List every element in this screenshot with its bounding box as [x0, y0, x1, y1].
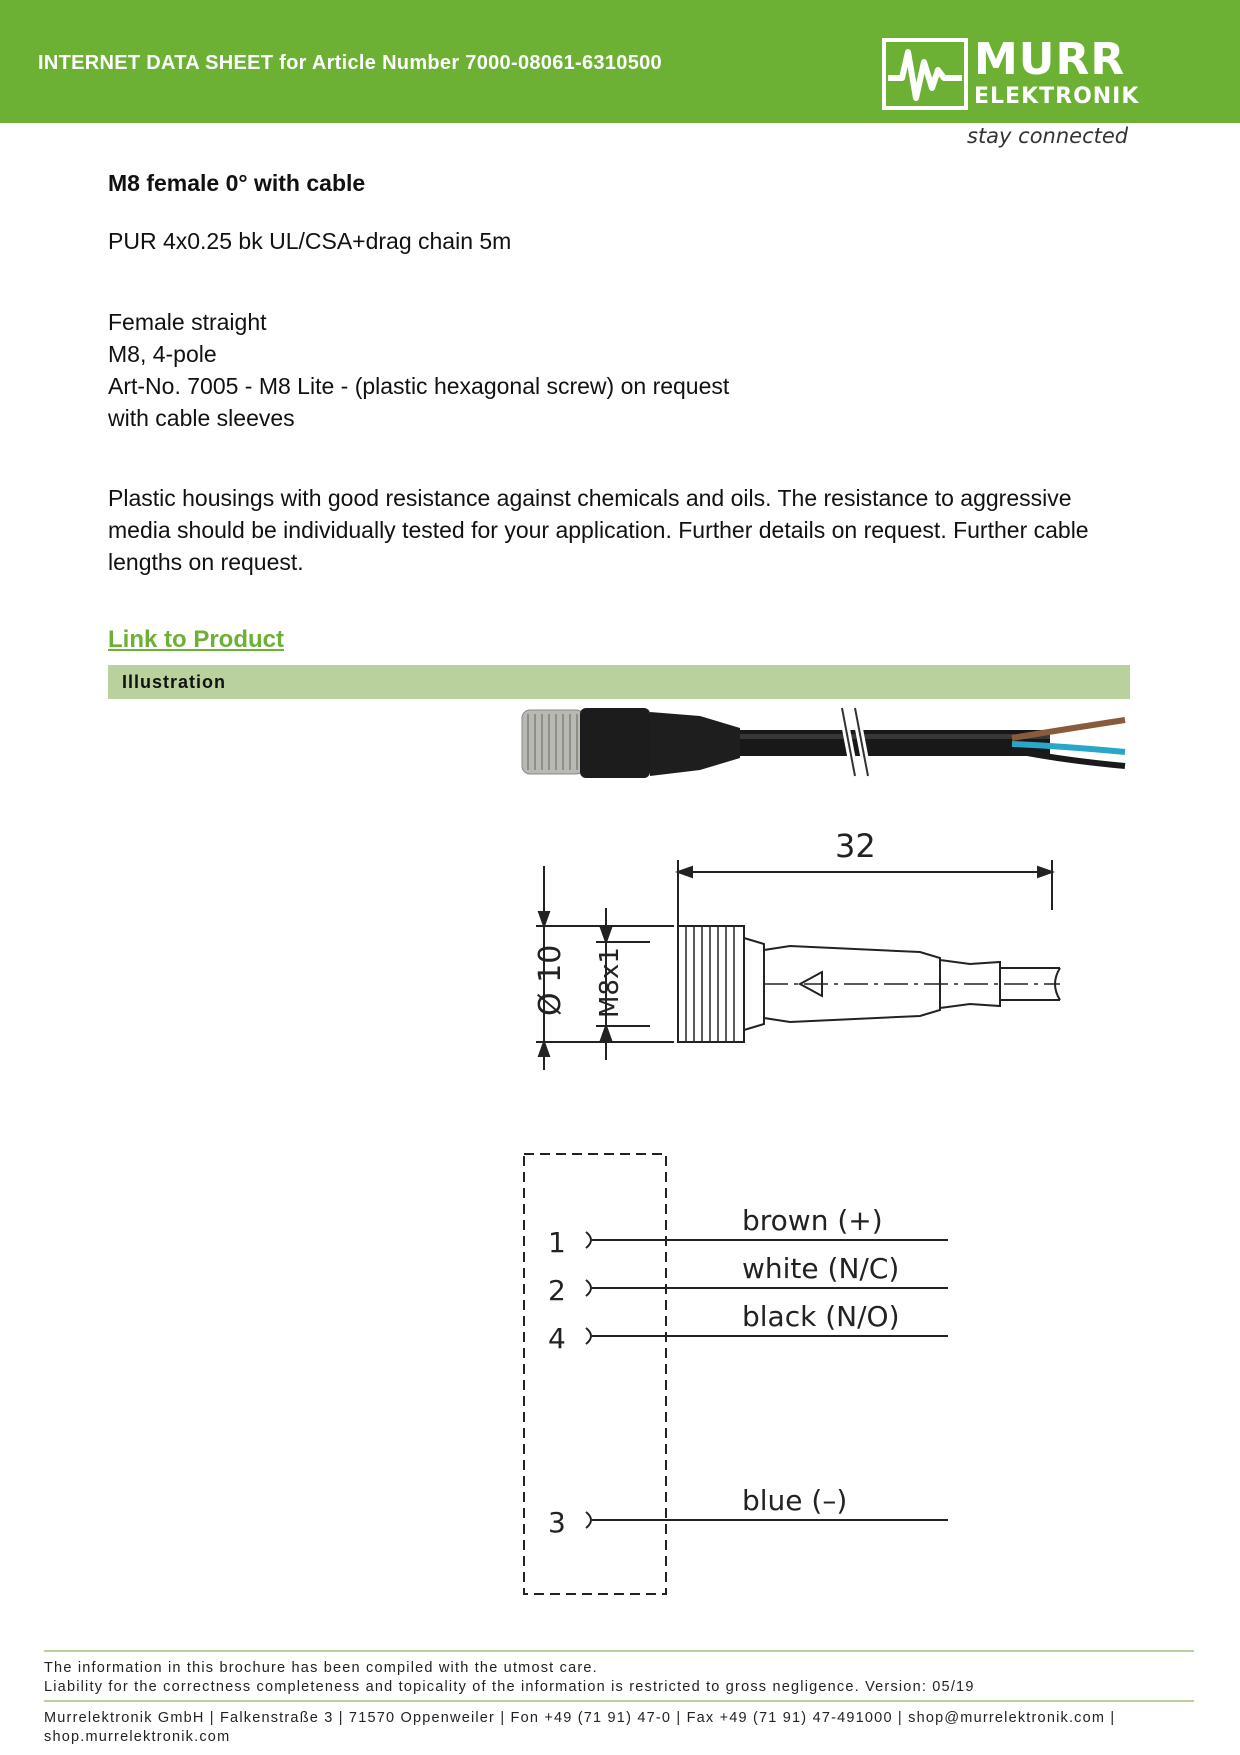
- product-title: M8 female 0° with cable: [108, 170, 366, 196]
- spec-line: Art-No. 7005 - M8 Lite - (plastic hexagonal screw) on request: [108, 373, 730, 399]
- wiring-diagram: [524, 1154, 948, 1594]
- link-to-product[interactable]: Link to Product: [108, 626, 284, 653]
- footer-line-4: shop.murrelektronik.com: [44, 1729, 231, 1745]
- product-subtitle: PUR 4x0.25 bk UL/CSA+drag chain 5m: [108, 228, 512, 254]
- pin-number: 2: [548, 1274, 566, 1307]
- product-illustration: [500, 700, 1140, 1600]
- section-label: Illustration: [122, 672, 227, 692]
- header-bar: [0, 0, 1240, 123]
- spec-line: with cable sleeves: [108, 405, 295, 431]
- pin-number: 3: [548, 1506, 566, 1539]
- pin-number: 4: [548, 1322, 566, 1355]
- brown-wire: [1012, 720, 1125, 738]
- illustration-section-header: [108, 665, 1130, 699]
- spec-line: M8, 4-pole: [108, 341, 217, 367]
- footer-divider: [44, 1650, 1194, 1652]
- page-title: INTERNET DATA SHEET for Article Number 7000-08061-6310500: [38, 52, 662, 74]
- footer-line-1: The information in this brochure has been compiled with the utmost care.: [44, 1660, 598, 1676]
- spec-line: Female straight: [108, 309, 267, 335]
- footer-disclaimer: [44, 1659, 975, 1697]
- dimension-thread-label: M8x1: [595, 947, 625, 1018]
- murr-logo: [882, 34, 1140, 110]
- pin-wire-label: white (N/C): [742, 1252, 900, 1285]
- pin-wire-label: brown (+): [742, 1204, 883, 1237]
- cable-photo: [522, 708, 1125, 778]
- product-description: Plastic housings with good resistance against chemicals and oils. The resistance to aggressive media should be individually tested for your application. Further details on request. Further cable lengths on request.: [108, 485, 1089, 575]
- tagline: stay connected: [967, 124, 1129, 148]
- dimension-diameter-label: Ø 10: [533, 944, 568, 1016]
- dimension-length-label: 32: [835, 827, 876, 865]
- footer-contact: [44, 1709, 1115, 1747]
- footer-line-2: Liability for the correctness completeness and topicality of the information is restricted to gross negligence. Version: 05/19: [44, 1679, 975, 1695]
- murr-logo-icon: [882, 38, 968, 110]
- spec-list: [108, 306, 729, 434]
- pin-number: 1: [548, 1226, 566, 1259]
- footer-line-3: Murrelektronik GmbH | Falkenstraße 3 | 71570 Oppenweiler | Fon +49 (71 91) 47-0 | Fax +49 (71 91) 47-491000 | shop@murrelektronik.com |: [44, 1710, 1116, 1726]
- footer-divider: [44, 1700, 1194, 1702]
- logo-text-murr: MURR: [974, 34, 1126, 85]
- pin-wire-label: blue (–): [742, 1484, 848, 1517]
- logo-text-elektronik: ELEKTRONIK: [974, 84, 1140, 109]
- pin-wire-label: black (N/O): [742, 1300, 900, 1333]
